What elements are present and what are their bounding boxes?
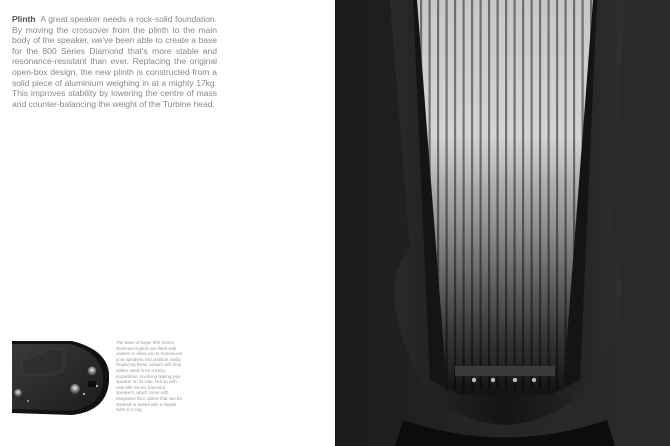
right-page-photo bbox=[335, 0, 670, 446]
inset-caption: The base of larger 800 Series Diamond models are fitted with castors to allow you to manoeuvre your speakers into position easily. Replacing these castors with floor spikes used to be a tricky proposition, involving tipping your speaker on its side. Not so with new 800 Series Diamond speakers, which come with integrated floor spikes that can be lowered or raised with a simple twist of a cog. bbox=[116, 340, 183, 413]
section-heading: Plinth bbox=[12, 14, 36, 24]
plinth-photo-icon bbox=[12, 341, 109, 417]
plinth-underside-image bbox=[12, 341, 109, 417]
body-paragraph bbox=[12, 14, 217, 109]
speaker-heatsink-image bbox=[335, 0, 670, 446]
body-text: A great speaker needs a rock-solid foundation. By moving the crossover from the plinth to the main body of the speaker, we've been able to create a base for the 800 Series Diamond that's more stable and resonance-resistant than ever. Replacing the original open-box design, the new plinth is constructed from a solid piece of aluminium weighing in at a mighty 17kg. This improves stability by lowering the centre of mass and counter-balancing the weight of the Turbine head. bbox=[12, 14, 217, 109]
